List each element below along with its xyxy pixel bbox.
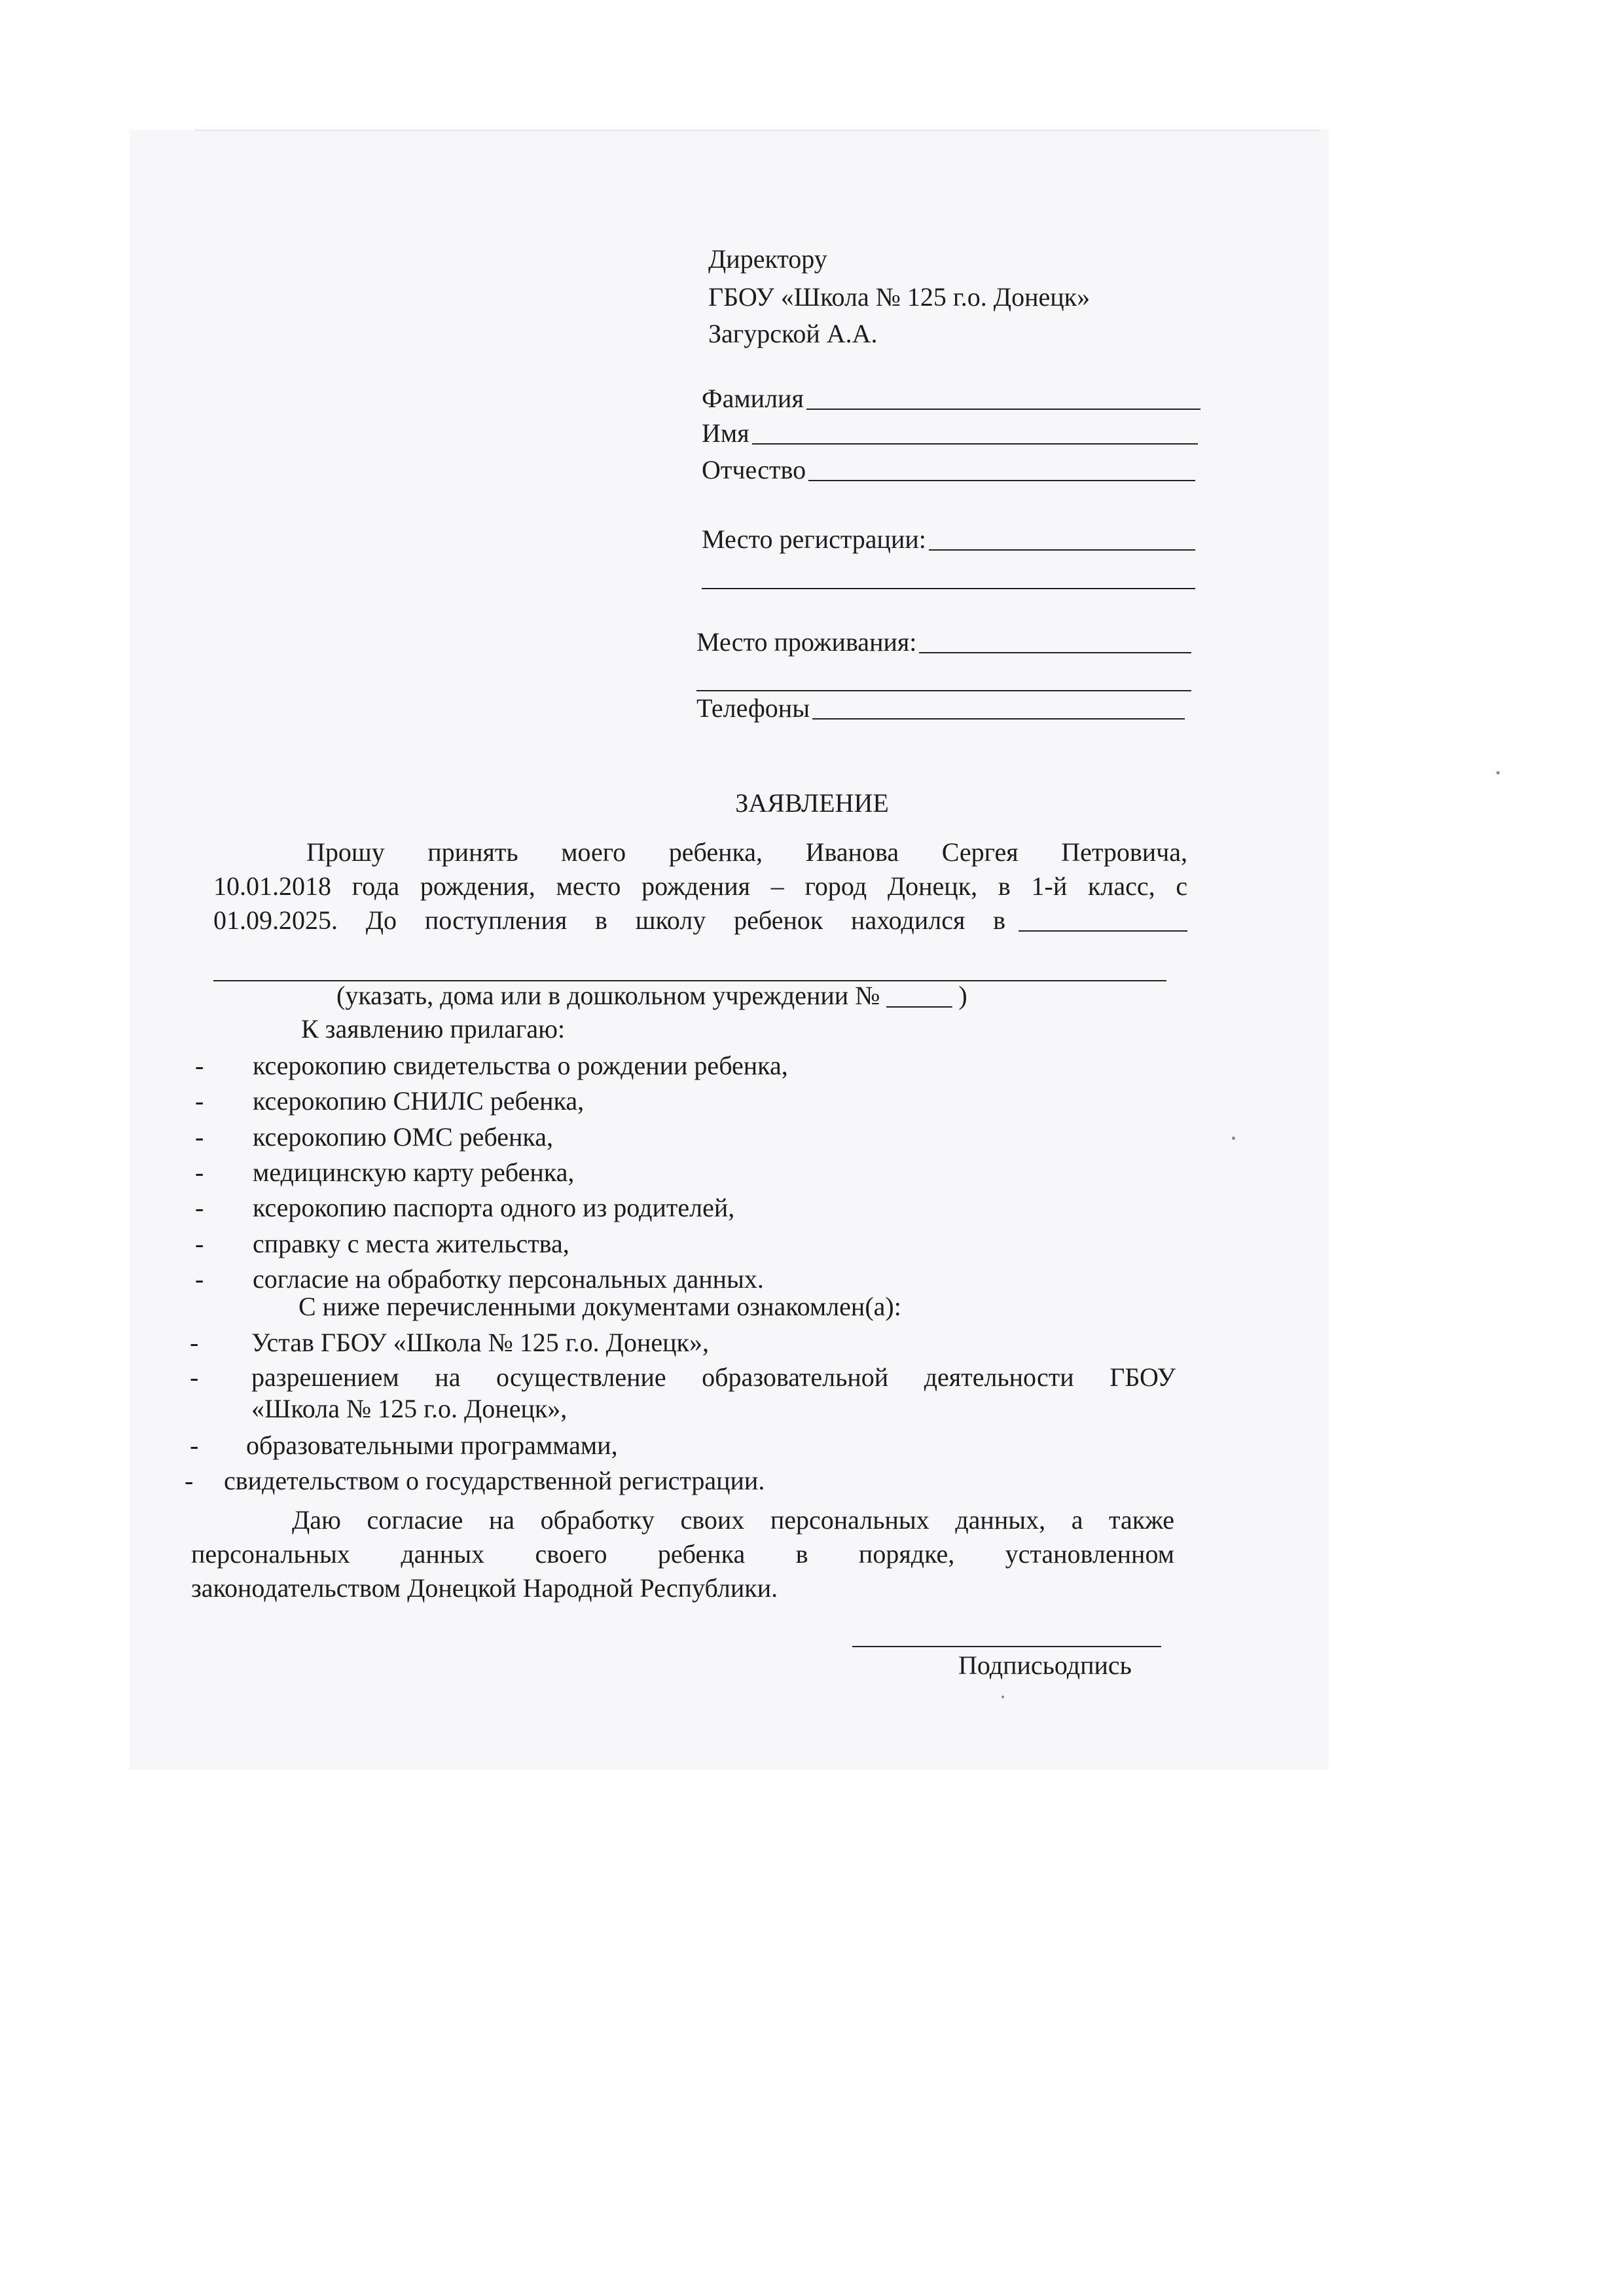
acknowledged-item-text: свидетельством о государственной регистрации. [224, 1466, 765, 1495]
signature-line[interactable] [852, 1646, 1161, 1647]
word: рождения [641, 871, 751, 901]
consent-line-3: законодательством Донецкой Народной Республики. [191, 1573, 778, 1603]
phones-label: Телефоны [696, 693, 810, 723]
consent-line-1 [191, 1503, 1174, 1537]
residence-blank[interactable] [919, 652, 1191, 653]
name-label: Имя [702, 418, 749, 448]
word: место [556, 871, 621, 901]
word: Иванова [805, 837, 899, 867]
registration-label: Место регистрации: [702, 524, 926, 554]
list-marker: - [195, 1193, 204, 1222]
request-line-3 [213, 903, 1005, 938]
word: Донецк, [887, 871, 978, 901]
acknowledged-item-text [251, 1362, 1176, 1425]
consent-paragraph [191, 1503, 1174, 1605]
residence-blank-second-line[interactable] [696, 690, 1191, 691]
word: персональных [191, 1539, 350, 1569]
acknowledged-item-2-line-2: «Школа № 125 г.о. Донецк», [251, 1394, 568, 1423]
addressee-title: Директору [708, 244, 827, 274]
word: в [993, 905, 1006, 935]
surname-label: Фамилия [702, 384, 804, 413]
signature-label: Подписьодпись [958, 1650, 1132, 1680]
list-marker: - [195, 1086, 204, 1116]
attachment-item-text: ксерокопию СНИЛС ребенка, [253, 1086, 585, 1116]
scan-speck [1001, 1696, 1004, 1698]
word: а [1071, 1505, 1083, 1535]
patronymic-blank[interactable] [808, 480, 1195, 481]
word: ГБОУ [1110, 1362, 1176, 1392]
scan-speck [1496, 771, 1500, 774]
request-paragraph [213, 835, 1187, 938]
residence-field[interactable] [696, 627, 1191, 658]
word: класс, [1087, 871, 1155, 901]
word: разрешением [251, 1362, 399, 1392]
name-blank[interactable] [752, 443, 1198, 445]
attachment-item-text: ксерокопию свидетельства о рождении ребенка, [253, 1051, 788, 1080]
request-line-1 [213, 835, 1187, 869]
acknowledged-item-text: Устав ГБОУ «Школа № 125 г.о. Донецк», [251, 1328, 709, 1357]
word: моего [561, 837, 626, 867]
residence-label: Место проживания: [696, 627, 917, 657]
word: рождения, [420, 871, 535, 901]
stay-place-hint-blank: _____ [886, 981, 952, 1010]
attachments-intro: К заявлению прилагаю: [301, 1014, 566, 1044]
attachment-item-text: согласие на обработку персональных данных. [253, 1264, 764, 1294]
patronymic-label: Отчество [702, 455, 806, 484]
word: обработку [540, 1505, 655, 1535]
list-marker: - [185, 1466, 194, 1495]
word: – [770, 871, 784, 901]
acknowledged-intro: С ниже перечисленными документами ознакомлен(а): [298, 1292, 901, 1321]
word: 10.01.2018 [213, 871, 331, 901]
word: установленном [1005, 1539, 1174, 1569]
word: также [1109, 1505, 1175, 1535]
request-line-2 [213, 869, 1187, 903]
list-marker: - [190, 1430, 199, 1460]
word: с [1176, 871, 1188, 901]
list-marker: - [190, 1328, 199, 1357]
surname-field[interactable] [702, 383, 1200, 414]
word: школу [635, 905, 706, 935]
word: ребенка [657, 1539, 746, 1569]
word: ребенок [734, 905, 823, 935]
list-marker: - [195, 1122, 204, 1152]
word: находился [851, 905, 965, 935]
word: 1-й [1031, 871, 1068, 901]
name-field[interactable] [702, 418, 1198, 449]
list-marker: - [195, 1229, 204, 1258]
stay-place-hint-text: (указать, дома или в дошкольном учреждении № [336, 981, 880, 1010]
document-title: ЗАЯВЛЕНИЕ [735, 788, 889, 818]
stay-place-blank[interactable] [1019, 930, 1187, 932]
word: своего [535, 1539, 607, 1569]
sheet-top-edge [195, 130, 1321, 131]
word: года [352, 871, 400, 901]
list-marker: - [195, 1264, 204, 1294]
word: данных, [955, 1505, 1046, 1535]
word: осуществление [496, 1362, 666, 1392]
word: данных [401, 1539, 485, 1569]
word: на [488, 1505, 515, 1535]
word: 01.09.2025. [213, 905, 338, 935]
consent-line-2 [191, 1537, 1174, 1571]
word: согласие [367, 1505, 463, 1535]
word: на [435, 1362, 461, 1392]
word: в [998, 871, 1011, 901]
word: Сергея [941, 837, 1019, 867]
attachment-item-text: медицинскую карту ребенка, [253, 1157, 575, 1187]
addressee-director: Загурской А.А. [708, 319, 878, 348]
phones-field[interactable] [696, 693, 1185, 724]
scan-speck [1232, 1137, 1235, 1140]
word: персональных [770, 1505, 929, 1535]
stay-place-hint [336, 980, 967, 1011]
attachment-item-text: справку с места жительства, [253, 1229, 569, 1258]
word: в [595, 905, 607, 935]
word: ребенка, [668, 837, 763, 867]
word: образовательной [702, 1362, 889, 1392]
attachment-item-text: ксерокопию паспорта одного из родителей, [253, 1193, 735, 1222]
attachment-item-text: ксерокопию ОМС ребенка, [253, 1122, 553, 1152]
registration-blank[interactable] [929, 549, 1195, 551]
surname-blank[interactable] [806, 409, 1200, 410]
word: своих [680, 1505, 745, 1535]
word: деятельности [924, 1362, 1074, 1392]
word: Петровича, [1061, 837, 1188, 867]
list-marker: - [195, 1051, 204, 1080]
addressee-school: ГБОУ «Школа № 125 г.о. Донецк» [708, 282, 1091, 312]
word: поступления [424, 905, 568, 935]
word: город [804, 871, 867, 901]
word: Прошу [306, 837, 385, 867]
registration-field[interactable] [702, 524, 1195, 555]
word: Даю [292, 1505, 341, 1535]
patronymic-field[interactable] [702, 454, 1195, 486]
acknowledged-item-text: образовательными программами, [246, 1430, 618, 1460]
list-marker: - [195, 1157, 204, 1187]
stay-place-hint-close: ) [958, 981, 967, 1010]
word: До [365, 905, 397, 935]
registration-blank-second-line[interactable] [702, 588, 1195, 589]
word: в [795, 1539, 808, 1569]
phones-blank[interactable] [812, 718, 1185, 720]
list-marker: - [190, 1362, 199, 1392]
word: порядке, [858, 1539, 955, 1569]
word: принять [427, 837, 518, 867]
acknowledged-item-2-line-1 [251, 1362, 1176, 1393]
